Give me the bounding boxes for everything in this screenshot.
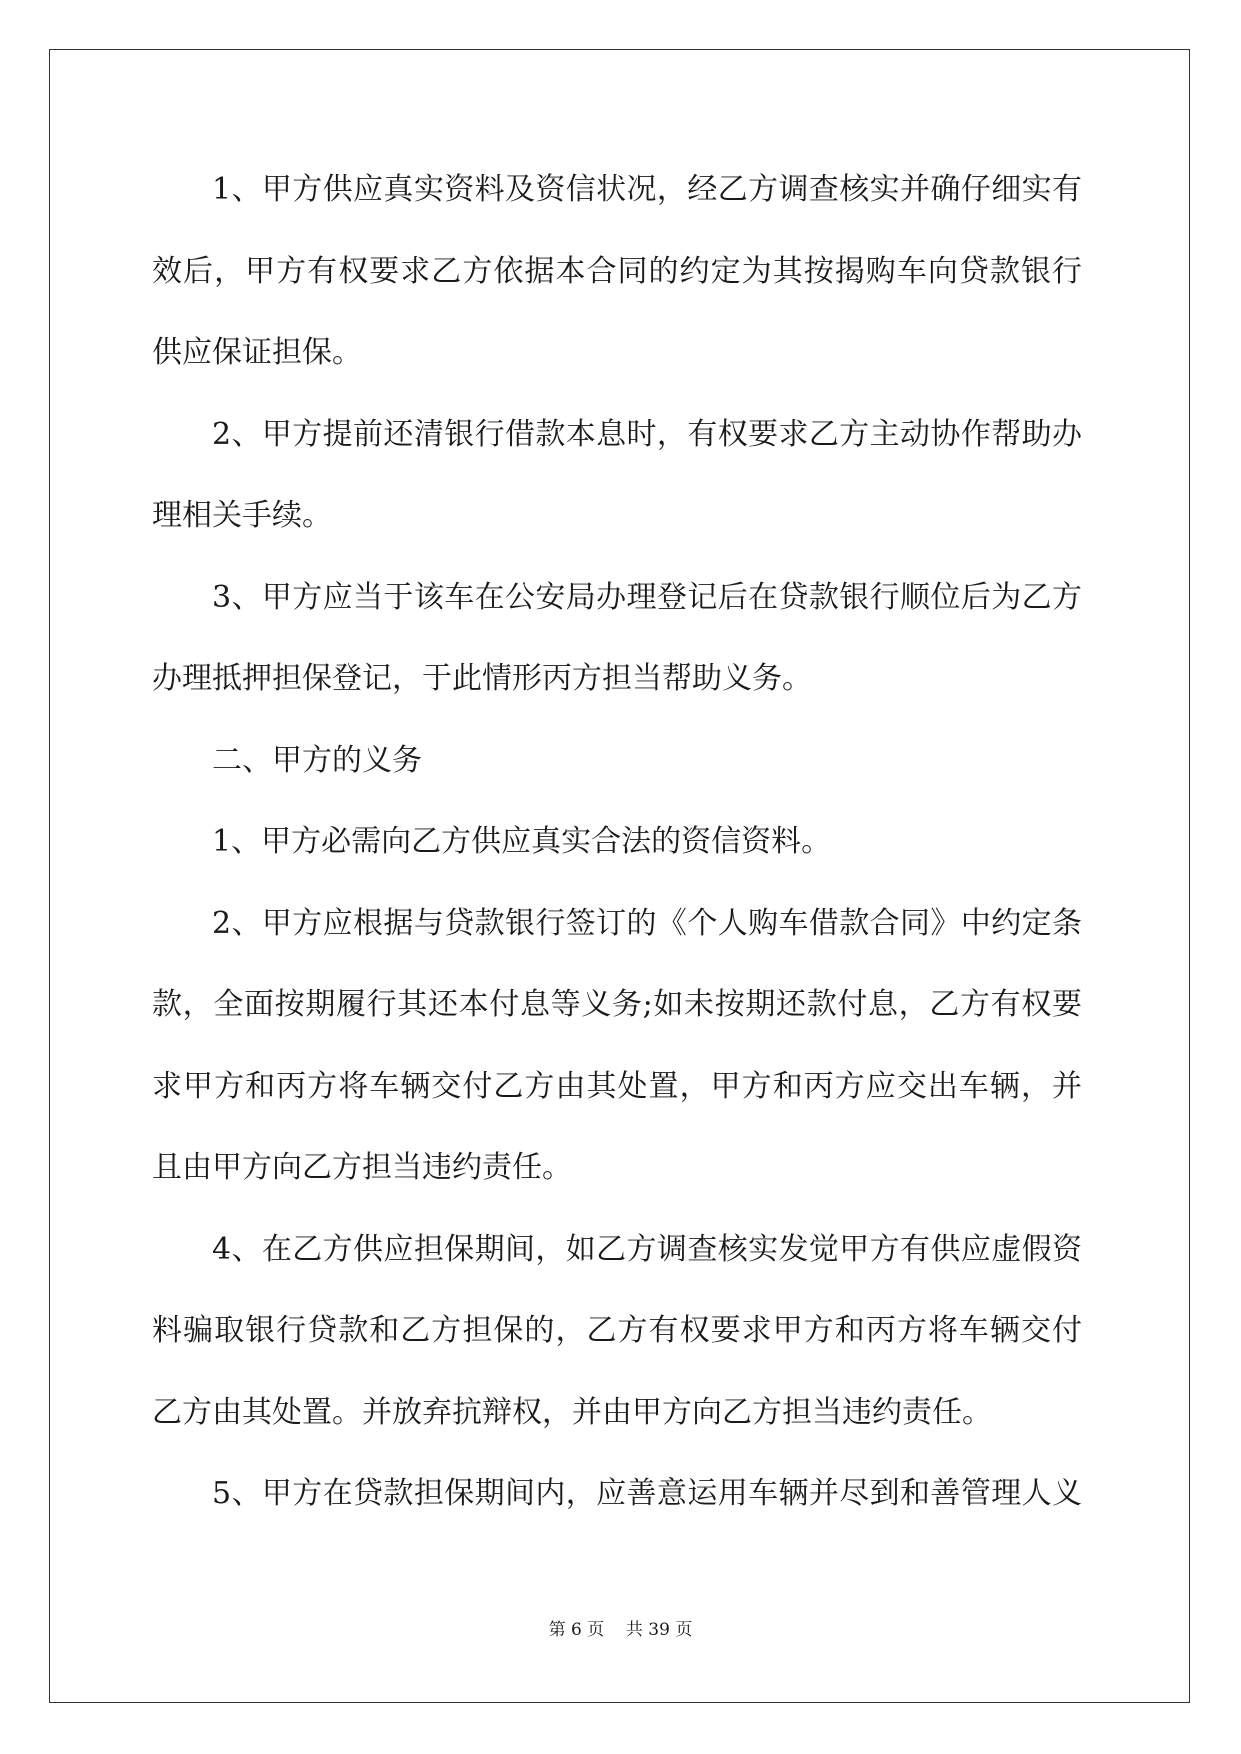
text-line: 4、在乙方供应担保期间，如乙方调查核实发觉甲方有供应虚假资 bbox=[212, 1231, 1082, 1267]
text-line: 5、甲方在贷款担保期间内，应善意运用车辆并尽到和善管理人义 bbox=[212, 1476, 1082, 1511]
document-body bbox=[152, 158, 1082, 1544]
footer-spacer bbox=[604, 1620, 626, 1640]
page-number: 第 6 页 bbox=[548, 1620, 605, 1640]
text-line: 2、甲方提前还清银行借款本息时，有权要求乙方主动协作帮助办 bbox=[212, 416, 1082, 452]
text-line: 效后，甲方有权要求乙方依据本合同的约定为其按揭购车向贷款银行 bbox=[152, 253, 1082, 289]
page-footer bbox=[0, 1615, 1241, 1640]
text-line: 3、甲方应当于该车在公安局办理登记后在贷款银行顺位后为乙方 bbox=[212, 579, 1082, 615]
text-line: 1、甲方供应真实资料及资信状况，经乙方调查核实并确仔细实有 bbox=[212, 172, 1082, 207]
text-line: 2、甲方应根据与贷款银行签订的《个人购车借款合同》中约定条 bbox=[212, 905, 1082, 941]
text-line: 供应保证担保。 bbox=[152, 335, 362, 370]
text-line: 求甲方和丙方将车辆交付乙方由其处置，甲方和丙方应交出车辆，并 bbox=[152, 1068, 1082, 1104]
text-line: 乙方由其处置。并放弃抗辩权，并由甲方向乙方担当违约责任。 bbox=[152, 1394, 992, 1430]
total-pages: 共 39 页 bbox=[625, 1620, 693, 1640]
text-line: 理相关手续。 bbox=[152, 498, 332, 533]
text-line: 办理抵押担保登记，于此情形丙方担当帮助义务。 bbox=[152, 661, 812, 696]
text-line: 二、甲方的义务 bbox=[212, 742, 422, 778]
text-line: 款，全面按期履行其还本付息等义务;如未按期还款付息，乙方有权要 bbox=[152, 987, 1082, 1022]
text-line: 1、甲方必需向乙方供应真实合法的资信资料。 bbox=[212, 824, 832, 859]
text-line: 且由甲方向乙方担当违约责任。 bbox=[152, 1150, 572, 1185]
text-line: 料骗取银行贷款和乙方担保的，乙方有权要求甲方和丙方将车辆交付 bbox=[152, 1313, 1082, 1348]
